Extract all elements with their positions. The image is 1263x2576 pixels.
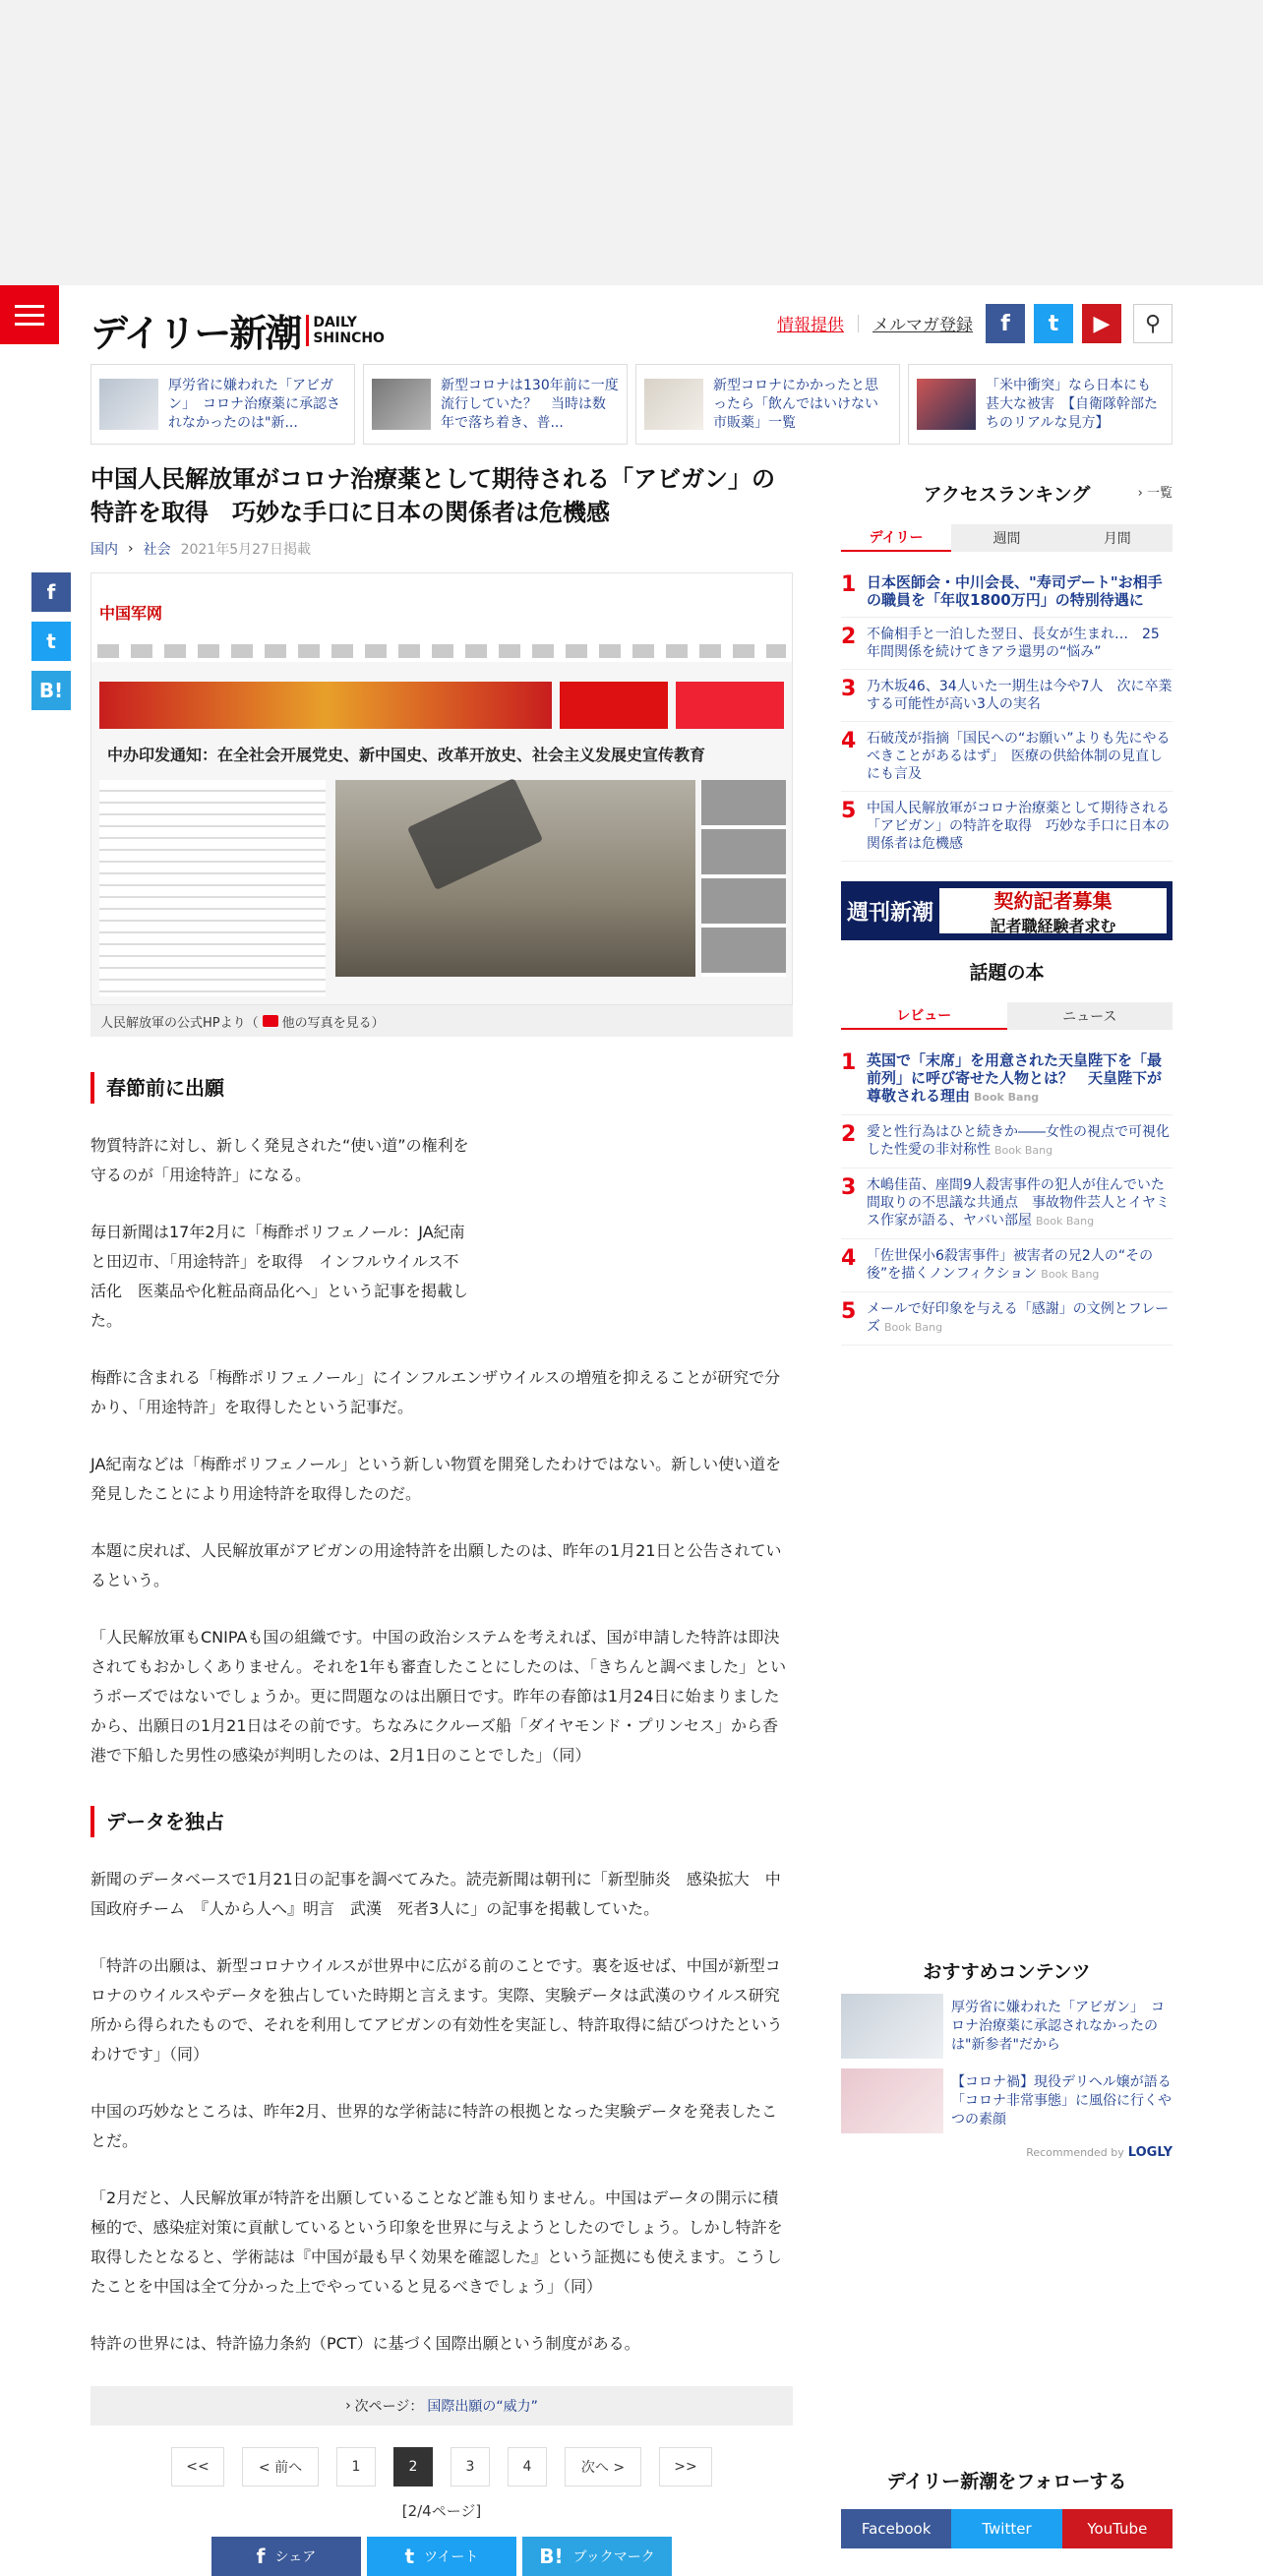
tab-daily[interactable]: デイリー xyxy=(841,524,951,552)
camera-icon xyxy=(263,1015,278,1027)
paragraph: 新聞のデータベースで1月21日の記事を調べてみた。読売新聞は朝刊に「新型肺炎 感染拡大 中国政府チーム 『人から人へ』明言 武漢 死者3人に」の記事を掲載していた。 xyxy=(90,1870,781,1918)
books-list xyxy=(841,1044,1173,1346)
books-title: 話題の本 xyxy=(969,962,1045,984)
divider xyxy=(858,315,859,332)
tab-review[interactable]: レビュー xyxy=(841,1002,1007,1030)
top-card[interactable]: 新型コロナは130年前に一度流行していた？ 当時は数年で落ち着き、普... xyxy=(363,364,628,445)
publish-date: 2021年5月27日掲載 xyxy=(180,542,311,558)
card-thumbnail xyxy=(372,379,431,430)
next-page-button[interactable]: 次へ > xyxy=(565,2447,641,2486)
float-twitter-icon[interactable]: t xyxy=(31,622,71,661)
card-thumbnail xyxy=(917,379,976,430)
paragraph: 物質特許に対し、新しく発見された“使い道”の権利を守るのが「用途特許」になる。 xyxy=(90,1136,469,1184)
book-item[interactable]: 3 木嶋佳苗、座間9人殺害事件の犯人が住んでいた間取りの不思議な共通点 事故物件芸人とイヤミス作家が語る、ヤバい部屋 Book Bang xyxy=(841,1168,1173,1239)
ranking-item[interactable]: 3 乃木坂46、34人いた一期生は今や7人 次に卒業する可能性が高い3人の実名 xyxy=(841,670,1173,722)
book-item[interactable]: 5 メールで好印象を与える「感謝」の文例とフレーズ Book Bang xyxy=(841,1292,1173,1346)
next-page-bar: › 次ページ： 国際出願の“威力” xyxy=(90,2386,793,2426)
follow-title: デイリー新潮をフォローする xyxy=(886,2471,1127,2492)
share-facebook-button[interactable]: f シェア xyxy=(211,2537,361,2576)
paragraph: 本題に戻れば、人民解放軍がアビガンの用途特許を出願したのは、昨年の1月21日と公告されているという。 xyxy=(90,1541,782,1589)
next-page-link[interactable]: 国際出願の“威力” xyxy=(427,2399,538,2415)
youtube-icon[interactable]: ▶ xyxy=(1082,304,1121,343)
article-photo[interactable] xyxy=(90,572,793,1005)
article xyxy=(90,462,793,2576)
ranking-list xyxy=(841,566,1173,862)
chevron-right-icon: › xyxy=(128,541,134,557)
ranking-item[interactable]: 2 不倫相手と一泊した翌日、長女が生まれ… 25年間関係を続けてきアラ還男の“悩み” xyxy=(841,618,1173,670)
paragraph: JA紀南などは「梅酢ポリフェノール」という新しい物質を開発したわけではない。新しい使い道を発見したことにより用途特許を取得したのだ。 xyxy=(90,1455,782,1503)
logo-jp: デイリー新潮 xyxy=(90,311,301,355)
paragraph: 毎日新聞は17年2月に「梅酢ポリフェノール：JA紀南と田辺市、「用途特許」を取得 インフルウイルス不活化 医薬品や化粧品商品化へ」という記事を掲載した。 xyxy=(90,1223,469,1330)
page-3[interactable]: 3 xyxy=(451,2447,490,2486)
card-thumbnail xyxy=(99,379,158,430)
recommended-content xyxy=(841,1940,1173,2160)
card-thumbnail xyxy=(644,379,703,430)
reco-attribution: Recommended by LOGLY xyxy=(1026,2145,1173,2160)
books-tabs xyxy=(841,1002,1173,1030)
float-facebook-icon[interactable]: f xyxy=(31,572,71,612)
ranking-more-link[interactable]: › 一覧 xyxy=(1137,486,1173,501)
top-related-cards xyxy=(90,364,1173,445)
last-page-button[interactable]: >> xyxy=(659,2447,712,2486)
first-page-button[interactable]: << xyxy=(171,2447,224,2486)
ranking-tabs xyxy=(841,524,1173,552)
info-link[interactable]: 情報提供 xyxy=(777,316,844,335)
paragraph: 「特許の出願は、新型コロナウイルスが世界中に広がる前のことです。裏を返せば、中国が新型コロナのウイルスやデータを独占していた時期と言えます。実際、実験データは武漢のウイルス研究所から得られたもので、それを利用してアビガンの有効性を実証し、特許取得に結びつけたというわけです」（同） xyxy=(90,1956,783,2064)
site-logo[interactable] xyxy=(90,303,385,357)
newsletter-link[interactable]: メルマガ登録 xyxy=(872,316,973,335)
reco-item[interactable]: 【コロナ禍】現役デリヘル嬢が語る「コロナ非常事態」に風俗に行くやつの素顔 xyxy=(841,2068,1173,2133)
article-meta xyxy=(90,539,793,559)
paragraph: 特許の世界には、特許協力条約（PCT）に基づく国際出願という制度がある。 xyxy=(90,2334,640,2353)
top-card[interactable]: 新型コロナにかかったと思ったら「飲んではいけない市販薬」一覧 xyxy=(635,364,900,445)
paragraph: 「2月だと、人民解放軍が特許を出願していることなど誰も知りません。中国はデータの開示に積極的で、感染症対策に貢献しているという印象を世界に与えようとしたのでしょう。しかし特許を取得したとなると、学術誌は『中国が最も早く効果を確認した』という証拠にも使えます。こうしたことを中国は全て分かった上でやっていると見るべきでしょう」（同） xyxy=(90,2188,783,2296)
float-hatena-icon[interactable]: B! xyxy=(31,671,71,710)
category-link[interactable]: 国内 xyxy=(90,542,118,558)
ranking-item[interactable]: 1 日本医師会・中川会長、"寿司デート"お相手の職員を「年収1800万円」の特別待遇に xyxy=(841,566,1173,618)
prev-page-button[interactable]: < 前へ xyxy=(242,2447,319,2486)
ranking-item[interactable]: 4 石破茂が指摘「国民への“お願い”よりも先にやるべきことがあるはず」 医療の供給体制の見直しにも言及 xyxy=(841,722,1173,792)
recruit-banner[interactable]: 週刊新潮 契約記者募集 記者職経験者求む xyxy=(841,881,1173,940)
ad-space xyxy=(0,0,1263,285)
facebook-icon: f xyxy=(256,2545,266,2568)
top-card[interactable]: 厚労省に嫌われた「アビガン」 コロナ治療薬に承認されなかったのは"新... xyxy=(90,364,355,445)
ranking-item[interactable]: 5 中国人民解放軍がコロナ治療薬として期待される「アビガン」の特許を取得 巧妙な手口に日本の関係者は危機感 xyxy=(841,792,1173,862)
page-2[interactable]: 2 xyxy=(393,2447,433,2486)
search-icon[interactable]: ⚲ xyxy=(1133,304,1173,343)
follow-facebook-button[interactable]: Facebook xyxy=(841,2509,951,2548)
tab-weekly[interactable]: 週間 xyxy=(951,524,1061,552)
follow-section xyxy=(841,2449,1173,2548)
photo-site-logo: 中国军网 xyxy=(99,604,163,623)
subcategory-link[interactable]: 社会 xyxy=(143,542,171,558)
paragraph: 梅酢に含まれる「梅酢ポリフェノール」にインフルエンザウイルスの増殖を抑えることが研究で分かり、「用途特許」を取得したという記事だ。 xyxy=(90,1368,781,1416)
photo-headline: 中办印发通知：在全社会开展党史、新中国史、改革开放史、社会主义发展史宣传教育 xyxy=(107,746,706,764)
hatena-icon: B! xyxy=(539,2545,564,2568)
book-item[interactable]: 4 「佐世保小6殺害事件」被害者の兄2人の“その後”を描くノンフィクション Book Bang xyxy=(841,1239,1173,1292)
reco-item[interactable]: 厚労省に嫌われた「アビガン」 コロナ治療薬に承認されなかったのは"新参者"だから xyxy=(841,1994,1173,2059)
facebook-icon[interactable]: f xyxy=(986,304,1025,343)
twitter-icon: t xyxy=(404,2545,415,2568)
section-heading: 春節前に出願 xyxy=(90,1072,793,1104)
twitter-icon[interactable]: t xyxy=(1034,304,1073,343)
book-item[interactable]: 2 愛と性行為はひと続きか――女性の視点で可視化した性愛の非対称性 Book Bang xyxy=(841,1115,1173,1168)
photo-caption: 人民解放軍の公式HPより（ 他の写真を見る） xyxy=(90,1005,793,1037)
page-1[interactable]: 1 xyxy=(336,2447,376,2486)
ranking-title: アクセスランキング › 一覧 xyxy=(923,484,1173,506)
reco-thumbnail xyxy=(841,1994,943,2059)
menu-button[interactable] xyxy=(0,285,59,344)
reco-thumbnail xyxy=(841,2068,943,2133)
tab-news[interactable]: ニュース xyxy=(1007,1002,1173,1030)
chevron-right-icon: › xyxy=(345,2398,351,2414)
tab-monthly[interactable]: 月間 xyxy=(1062,524,1173,552)
top-card[interactable]: 「米中衝突」なら日本にも甚大な被害 【自衛隊幹部たちのリアルな見方】 xyxy=(908,364,1173,445)
section-heading: データを独占 xyxy=(90,1806,793,1837)
page-count: [2/4ページ] xyxy=(401,2502,482,2520)
follow-youtube-button[interactable]: YouTube xyxy=(1062,2509,1173,2548)
share-buttons xyxy=(90,2537,793,2576)
reco-title: おすすめコンテンツ xyxy=(923,1961,1091,1983)
pagination xyxy=(90,2447,793,2486)
sidebar xyxy=(841,462,1173,1346)
follow-twitter-button[interactable]: Twitter xyxy=(951,2509,1061,2548)
article-title: 中国人民解放軍がコロナ治療薬として期待される「アビガン」の特許を取得 巧妙な手口に日本の関係者は危機感 xyxy=(90,465,775,526)
share-hatena-button[interactable]: B! ブックマーク xyxy=(522,2537,672,2576)
more-photos-link[interactable]: 他の写真を見る） xyxy=(281,1015,385,1031)
paragraph: 「人民解放軍もCNIPAも国の組織です。中国の政治システムを考えれば、国が申請した特許は即決されてもおかしくありません。それを1年も審査したことにしたのは、「きちんと調べました」というポーズではないでしょうか。更に問題なのは出願日です。昨年の春節は1月24日に始まりましたから、出願日の1月21日はその前です。ちなみにクルーズ船「ダイヤモンド・プリンセス」から香港で下船した男性の感染が判明したのは、2月1日のことでした」（同） xyxy=(90,1628,787,1765)
logo-en: DAILY SHINCHO xyxy=(306,315,385,346)
page-4[interactable]: 4 xyxy=(508,2447,547,2486)
paragraph: 中国の巧妙なところは、昨年2月、世界的な学術誌に特許の根拠となった実験データを発表したことだ。 xyxy=(90,2102,778,2150)
book-item[interactable]: 1 英国で「末席」を用意された天皇陛下を「最前列」に呼び寄せた人物とは？ 天皇陛下が尊敬される理由 Book Bang xyxy=(841,1044,1173,1115)
share-twitter-button[interactable]: t ツイート xyxy=(367,2537,516,2576)
